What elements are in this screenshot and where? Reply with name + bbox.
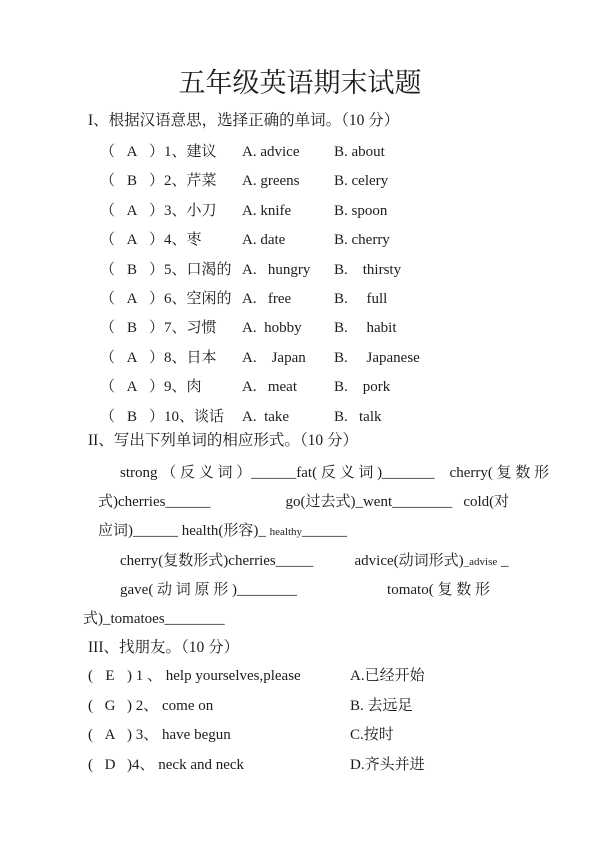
section2-lines	[0, 459, 600, 634]
match-option: B. 去远足	[350, 697, 413, 714]
item-label: 2、芹菜	[164, 173, 217, 190]
item-label: 9、肉	[164, 379, 202, 396]
answer-letter: B	[126, 173, 137, 190]
option-b: B. celery	[334, 173, 389, 190]
phrase-text: 4、 neck and neck	[132, 756, 245, 773]
open-paren: （	[100, 379, 116, 396]
answer-bracket	[100, 138, 164, 167]
answer-bracket	[100, 285, 164, 314]
section3-rows	[0, 662, 600, 780]
match-option: C.按时	[350, 727, 394, 743]
section1-rows	[0, 138, 600, 432]
close-paren: ）	[148, 349, 164, 366]
matching-row	[0, 662, 600, 692]
option-a: A. free	[242, 290, 292, 307]
close-paren: ）	[148, 408, 164, 425]
section3-header: III、找朋友。（10 分）	[88, 639, 240, 656]
line-text: strong （ 反 义 词 ）______fat( 反 义 词 )_______ cherry( 复 数 形	[120, 465, 550, 481]
close-paren: ）	[148, 290, 164, 307]
open-paren: (	[88, 727, 93, 743]
answer-letter: E	[105, 668, 115, 684]
answer-letter: B	[126, 408, 137, 425]
option-b: B. Japanese	[334, 349, 420, 366]
match-option: D.齐头并进	[350, 756, 425, 773]
open-paren: （	[100, 232, 116, 249]
choice-row	[0, 344, 600, 373]
answer-bracket	[88, 692, 132, 722]
answer-letter: A	[126, 379, 138, 396]
line-text: 式)_tomatoes________	[83, 610, 225, 627]
answer-bracket	[100, 373, 164, 402]
item-label: 3、小刀	[164, 202, 217, 219]
option-b: B. cherry	[334, 232, 390, 249]
word-form-line	[0, 576, 600, 605]
answer-letter: B	[126, 261, 137, 278]
close-paren: ）	[148, 320, 164, 337]
open-paren: （	[100, 261, 116, 278]
choice-row	[0, 197, 600, 226]
small-answer-text: healthy	[269, 526, 303, 539]
line-text: gave( 动 词 原 形 )________ tomato( 复 数 形	[120, 581, 490, 598]
answer-letter: A	[126, 349, 138, 366]
answer-bracket	[100, 167, 164, 196]
matching-row	[0, 692, 600, 722]
answer-bracket	[88, 751, 132, 781]
option-a: A. Japan	[242, 349, 306, 366]
line-text: ______	[302, 523, 348, 540]
word-form-line	[0, 459, 600, 488]
close-paren: ）	[148, 261, 164, 278]
choice-row	[0, 403, 600, 432]
word-form-line	[0, 517, 600, 546]
option-a: A. meat	[242, 379, 297, 396]
matching-row	[0, 721, 600, 751]
line-text: 应词)______ health(形容)_	[98, 523, 270, 540]
answer-letter: A	[126, 144, 138, 160]
choice-row	[0, 167, 600, 196]
open-paren: (	[88, 756, 93, 773]
option-a: A. greens	[242, 173, 300, 190]
matching-row	[0, 751, 600, 781]
close-paren: )	[126, 668, 132, 684]
option-a: A. hobby	[242, 320, 302, 337]
option-a: A. take	[242, 408, 290, 425]
answer-letter: B	[126, 320, 137, 337]
choice-row	[0, 285, 600, 314]
open-paren: （	[100, 320, 116, 337]
item-label: 5、口渴的	[164, 261, 232, 278]
answer-bracket	[100, 403, 164, 432]
item-label: 8、日本	[164, 349, 217, 366]
line-text: _	[497, 552, 509, 569]
item-label: 7、习惯	[164, 320, 217, 337]
open-paren: （	[100, 349, 116, 366]
option-b: B. talk	[334, 408, 382, 425]
choice-row	[0, 226, 600, 255]
choice-row	[0, 373, 600, 402]
answer-bracket	[88, 662, 132, 692]
option-a: A. knife	[242, 202, 292, 219]
answer-letter: D	[104, 756, 116, 773]
close-paren: ）	[148, 173, 164, 190]
phrase-text: 3、 have begun	[132, 727, 231, 743]
close-paren: ）	[148, 232, 164, 249]
open-paren: （	[100, 290, 116, 307]
choice-row	[0, 256, 600, 285]
section2-header: II、写出下列单词的相应形式。（10 分）	[88, 432, 358, 449]
word-form-line	[0, 605, 600, 634]
answer-letter: A	[126, 232, 138, 249]
open-paren: （	[100, 173, 116, 190]
close-paren: )	[127, 756, 132, 773]
answer-letter: A	[104, 727, 116, 743]
close-paren: )	[127, 727, 132, 743]
close-paren: ）	[148, 202, 164, 219]
option-a: A. advice	[242, 144, 300, 160]
answer-letter: A	[126, 290, 138, 307]
close-paren: ）	[148, 379, 164, 396]
answer-letter: G	[104, 697, 116, 714]
close-paren: )	[127, 697, 132, 714]
open-paren: (	[88, 697, 93, 714]
answer-letter: A	[126, 202, 138, 219]
answer-bracket	[88, 721, 132, 751]
open-paren: (	[88, 668, 93, 684]
open-paren: （	[100, 408, 116, 425]
line-text: 式)cherries______ go(过去式)_went________ cold(对	[98, 494, 510, 511]
close-paren: ）	[148, 144, 164, 160]
phrase-text: 2、 come on	[132, 697, 214, 714]
open-paren: （	[100, 202, 116, 219]
answer-bracket	[100, 344, 164, 373]
option-b: B. thirsty	[334, 261, 402, 278]
choice-row	[0, 138, 600, 167]
item-label: 10、谈话	[164, 408, 225, 425]
option-a: A. hungry	[242, 261, 311, 278]
option-b: B. pork	[334, 379, 391, 396]
option-b: B. habit	[334, 320, 397, 337]
word-form-line	[0, 547, 600, 576]
item-label: 1、建议	[164, 144, 217, 160]
match-option: A.已经开始	[350, 668, 425, 684]
section1-header: I、根据汉语意思，选择正确的单词。（10 分）	[88, 112, 400, 129]
answer-bracket	[100, 314, 164, 343]
option-b: B. full	[334, 290, 388, 307]
phrase-text: 1 、 help yourselves,please	[132, 668, 301, 684]
answer-bracket	[100, 226, 164, 255]
item-label: 6、空闲的	[164, 290, 232, 307]
answer-bracket	[100, 197, 164, 226]
option-a: A. date	[242, 232, 286, 249]
word-form-line	[0, 488, 600, 517]
open-paren: （	[100, 144, 116, 160]
option-b: B. spoon	[334, 202, 388, 219]
item-label: 4、枣	[164, 232, 202, 249]
option-b: B. about	[334, 144, 385, 160]
small-answer-text: _advise	[463, 555, 498, 568]
answer-bracket	[100, 256, 164, 285]
line-text: cherry(复数形式)cherries_____ advice(动词形式)	[120, 552, 464, 569]
page-title: 五年级英语期末试题	[178, 68, 422, 98]
choice-row	[0, 314, 600, 343]
